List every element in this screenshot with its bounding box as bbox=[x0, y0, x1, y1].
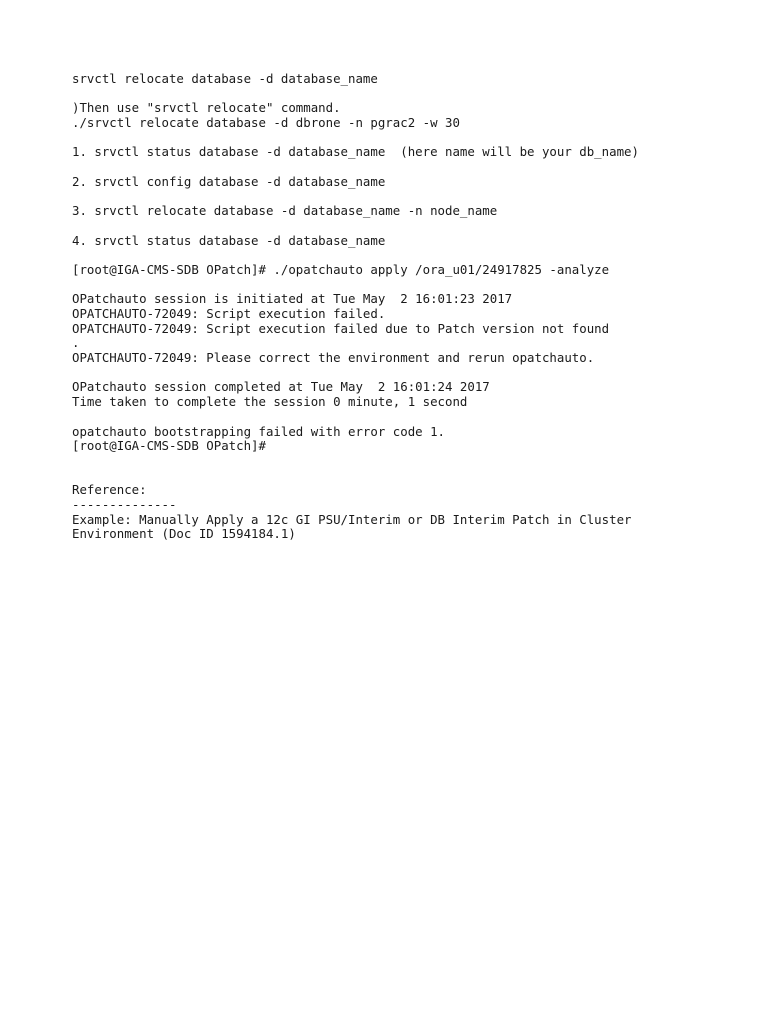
text-line: ./srvctl relocate database -d dbrone -n pgrac2 -w 30 bbox=[72, 115, 460, 131]
text-line: . bbox=[72, 335, 80, 351]
blank-line bbox=[72, 190, 752, 205]
error-line: OPATCHAUTO-72049: Please correct the environment and rerun opatchauto. bbox=[72, 350, 595, 366]
text-line: )Then use "srvctl relocate" command. bbox=[72, 100, 341, 116]
error-line: OPATCHAUTO-72049: Script execution failed. bbox=[72, 306, 386, 321]
reference-line: Example: Manually Apply a 12c GI PSU/Interim or DB Interim Patch in Cluster bbox=[72, 511, 632, 527]
error-line: OPATCHAUTO-72049: Script execution failed due to Patch version not found bbox=[72, 320, 610, 336]
log-line: opatchauto bootstrapping failed with error code 1. bbox=[72, 423, 445, 439]
step-3-line: 3. srvctl relocate database -d database_name -n node_name bbox=[72, 203, 498, 219]
step-4-line: 4. srvctl status database -d database_name bbox=[72, 232, 386, 248]
log-line: Time taken to complete the session 0 minute, 1 second bbox=[72, 394, 468, 410]
blank-line bbox=[72, 160, 752, 175]
step-2-line: 2. srvctl config database -d database_name bbox=[72, 173, 386, 189]
blank-line bbox=[72, 410, 752, 425]
blank-line bbox=[72, 469, 752, 484]
blank-line bbox=[72, 366, 752, 381]
step-1-line: 1. srvctl status database -d database_name (here name will be your db_name) bbox=[72, 144, 639, 160]
document-text bbox=[72, 72, 752, 542]
blank-line bbox=[72, 248, 752, 263]
log-line: OPatchauto session is initiated at Tue May 2 16:01:23 2017 bbox=[72, 291, 513, 307]
log-line: OPatchauto session completed at Tue May 2 16:01:24 2017 bbox=[72, 379, 490, 395]
blank-line bbox=[72, 87, 752, 102]
blank-line bbox=[72, 219, 752, 234]
command-line: [root@IGA-CMS-SDB OPatch]# ./opatchauto apply /ora_u01/24917825 -analyze bbox=[72, 261, 610, 277]
prompt-line: [root@IGA-CMS-SDB OPatch]# bbox=[72, 438, 266, 454]
reference-heading: Reference: bbox=[72, 482, 147, 498]
blank-line bbox=[72, 131, 752, 146]
reference-line: Environment (Doc ID 1594184.1) bbox=[72, 526, 296, 542]
text-line: srvctl relocate database -d database_name bbox=[72, 71, 378, 86]
blank-line bbox=[72, 454, 752, 469]
blank-line bbox=[72, 278, 752, 293]
reference-divider: -------------- bbox=[72, 496, 177, 512]
